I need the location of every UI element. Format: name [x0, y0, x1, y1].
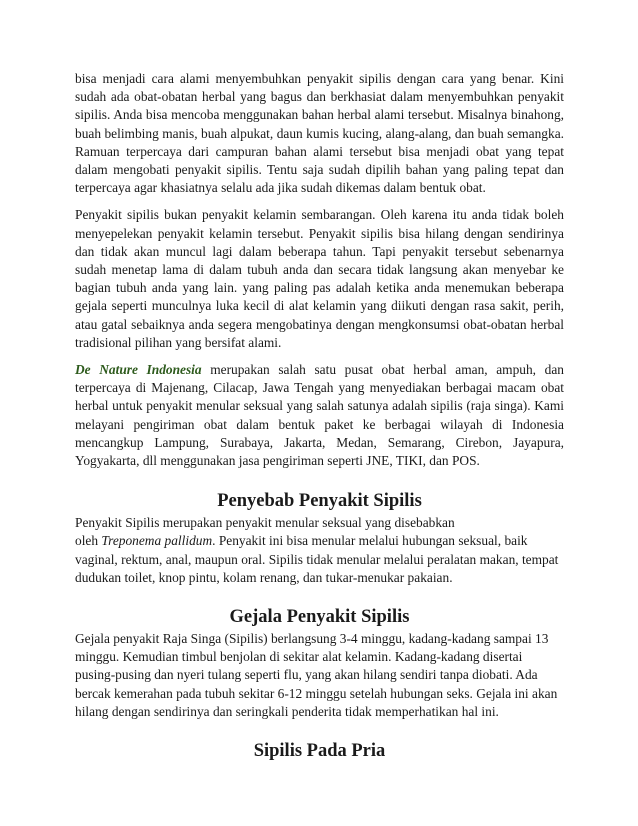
penyebab-prefix: oleh	[75, 533, 102, 549]
paragraph-penyebab-line1: Penyakit Sipilis merupakan penyakit menular seksual yang disebabkan	[75, 515, 455, 531]
heading-penyebab: Penyebab Penyakit Sipilis	[217, 491, 422, 512]
pathogen-name: Treponema pallidum	[101, 533, 213, 549]
brand-name-link[interactable]: De Nature Indonesia	[75, 362, 202, 378]
paragraph-spacer	[75, 197, 564, 206]
heading-gejala: Gejala Penyakit Sipilis	[229, 607, 410, 628]
de-nature-description: merupakan salah satu pusat obat herbal aman, ampuh, dan terpercaya di Majenang, Cilacap, Jawa Tengah yang menyediakan berbagai macam obat herbal untuk penyakit menular seksual yang salah satunya adalah sipilis (raja singa). Kami melayani pengiriman obat dalam bentuk paket ke berbagai wilayah di Indonesia mencangkup Lampung, Surabaya, Jakarta, Medan, Semarang, Cirebon, Jayapura, Yogyakarta, dll menggunakan jasa pengiriman seperti JNE, TIKI, dan POS.	[75, 362, 564, 469]
paragraph-spacer	[75, 352, 564, 361]
paragraph-syphilis-warning: Penyakit sipilis bukan penyakit kelamin sembarangan. Oleh karena itu anda tidak boleh menyepelekan penyakit kelamin tersebut. Penyakit sipilis bisa hilang dengan sendirinya dan tidak akan muncul lagi dalam beberapa tahun. Tapi penyakit tersebut sebenarnya sudah menetap lama di dalam tubuh anda dan secara tidak langsung akan menyebar ke bagian tubuh anda yang lain. yang paling pas adalah ketika anda menemukan beberapa gejala seperti munculnya luka kecil di alat kelamin yang diikuti dengan rasa sakit, perih, atau gatal sebaiknya anda segera mengobatinya dengan mengkonsumsi obat-obatan herbal tradisional pilihan yang bersifat alami.	[75, 207, 564, 350]
penyebab-rest: . Penyakit ini bisa menular melalui hubungan seksual, baik vaginal, rektum, anal, maupun oral. Sipilis tidak menular melalui peralatan makan, tempat dudukan toilet, knop pintu, kolam renang, dan tukar-menukar pakaian.	[75, 533, 559, 585]
paragraph-herbal-remedies: bisa menjadi cara alami menyembuhkan penyakit sipilis dengan cara yang benar. Kini sudah ada obat-obatan herbal yang bagus dan berkhasiat dalam menyembuhkan penyakit sipilis. Anda bisa mencoba menggunakan bahan herbal alami tersebut. Misalnya binahong, buah belimbing manis, buah alpukat, daun kumis kucing, alang-alang, dan buah semangka. Ramuan terpercaya dari campuran bahan alami tersebut bisa menjadi obat yang tepat dalam mengobati penyakit sipilis. Tentu saja sudah dipilih bahan yang paling tepat dan terpercaya agar khasiatnya selalu ada jika sudah dikemas dalam bentuk obat.	[75, 71, 564, 196]
document-body	[75, 70, 564, 762]
paragraph-de-nature-intro	[75, 361, 564, 470]
paragraph-penyebab-body	[75, 532, 564, 587]
paragraph-gejala-body: Gejala penyakit Raja Singa (Sipilis) berlangsung 3-4 minggu, kadang-kadang sampai 13 minggu. Kemudian timbul benjolan di sekitar alat kelamin. Kadang-kadang disertai pusing-pusing dan nyeri tulang seperti flu, yang akan hilang sendiri tanpa diobati. Ada bercak kemerahan pada tubuh sekitar 6-12 minggu setelah hubungan seks. Gejala ini akan hilang dengan sendirinya dan seringkali penderita tidak memperhatikan hal ini.	[75, 631, 558, 719]
heading-sipilis-pria: Sipilis Pada Pria	[253, 741, 386, 762]
